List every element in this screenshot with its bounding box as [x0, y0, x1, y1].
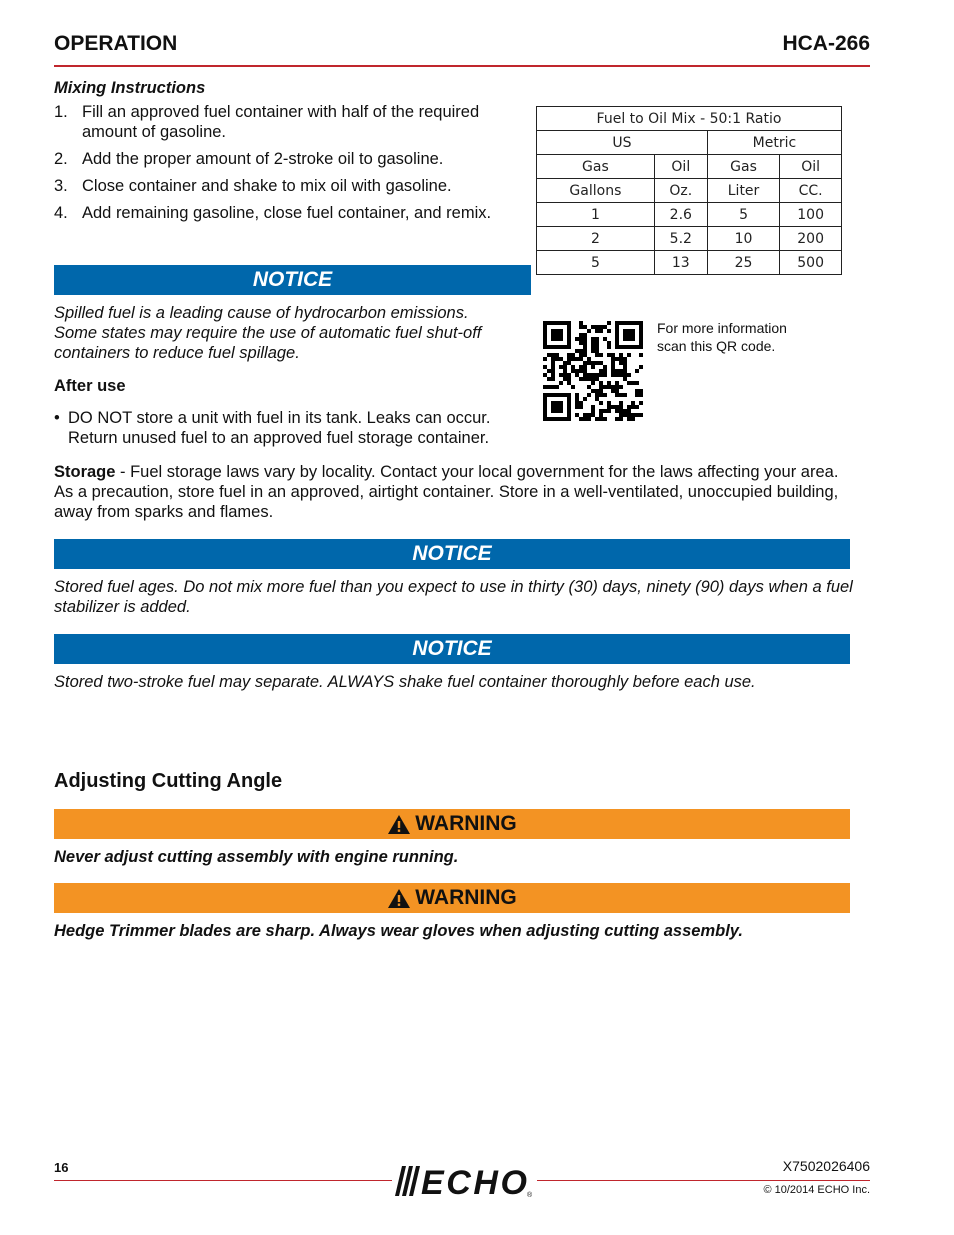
- table-cell: 100: [780, 203, 842, 227]
- list-item: • DO NOT store a unit with fuel in its tank. Leaks can occur. Return unused fuel to an approved fuel storage container.: [54, 409, 491, 447]
- unit-header: Liter: [707, 179, 779, 203]
- list-item: 4. Add remaining gasoline, close fuel container, and remix.: [54, 204, 492, 222]
- model-number: HCA-266: [782, 32, 870, 55]
- table-group-us: US: [537, 131, 708, 155]
- table-cell: 1: [537, 203, 655, 227]
- table-cell: 2.6: [654, 203, 707, 227]
- unit-header: Gallons: [537, 179, 655, 203]
- footer-rule-right: [537, 1180, 870, 1181]
- table-cell: 500: [780, 251, 842, 275]
- fuel-mix-table: [536, 106, 842, 275]
- qr-code-icon: [543, 321, 643, 421]
- warning-text: Hedge Trimmer blades are sharp. Always wear gloves when adjusting cutting assembly.: [54, 922, 743, 940]
- warning-label: WARNING: [415, 886, 517, 909]
- table-title: Fuel to Oil Mix - 50:1 Ratio: [537, 107, 842, 131]
- list-item: 3. Close container and shake to mix oil with gasoline.: [54, 177, 452, 195]
- table-row: [537, 251, 842, 275]
- registered-mark: ®: [527, 1192, 533, 1199]
- table-cell: 10: [707, 227, 779, 251]
- warning-banner: [54, 883, 850, 913]
- mixing-title: Mixing Instructions: [54, 79, 206, 97]
- section-heading: Adjusting Cutting Angle: [54, 770, 283, 792]
- table-cell: 13: [654, 251, 707, 275]
- notice-banner: [54, 634, 850, 664]
- table-row: [537, 227, 842, 251]
- after-use-title: After use: [54, 377, 126, 395]
- table-group-metric: Metric: [707, 131, 841, 155]
- notice-banner: [54, 265, 531, 295]
- notice-text: Spilled fuel is a leading cause of hydrocarbon emissions. Some states may require the use of automatic fuel shut-off containers to reduce fuel spillage.: [54, 304, 482, 362]
- page-number: 16: [54, 1160, 69, 1175]
- logo-text: ECHO: [421, 1164, 527, 1199]
- notice-text: Stored fuel ages. Do not mix more fuel than you expect to use in thirty (30) days, ninety (90) days when a fuel stabilizer is added.: [54, 578, 853, 616]
- notice-label: NOTICE: [412, 542, 492, 565]
- table-cell: 200: [780, 227, 842, 251]
- unit-header: Oz.: [654, 179, 707, 203]
- header-rule: [54, 65, 870, 67]
- notice-label: NOTICE: [252, 268, 333, 291]
- column-header: Oil: [654, 155, 707, 179]
- warning-banner: [54, 809, 850, 839]
- table-cell: 25: [707, 251, 779, 275]
- notice-text: Stored two-stroke fuel may separate. ALWAYS shake fuel container thoroughly before each use.: [54, 673, 756, 691]
- table-cell: 2: [537, 227, 655, 251]
- column-header: Gas: [537, 155, 655, 179]
- storage-paragraph: [54, 462, 854, 522]
- part-number: X7502026406: [782, 1158, 870, 1174]
- warning-triangle-icon: [387, 814, 411, 835]
- table-row: [537, 203, 842, 227]
- storage-label: Storage: [54, 463, 116, 481]
- notice-banner: [54, 539, 850, 569]
- bullet-icon: •: [54, 409, 60, 427]
- table-cell: 5: [537, 251, 655, 275]
- table-cell: 5.2: [654, 227, 707, 251]
- column-header: Gas: [707, 155, 779, 179]
- column-header: Oil: [780, 155, 842, 179]
- warning-label: WARNING: [415, 812, 517, 835]
- list-item: 1. Fill an approved fuel container with half of the required amount of gasoline.: [54, 103, 480, 141]
- echo-logo: [392, 1163, 537, 1199]
- qr-caption: For more information scan this QR code.: [657, 320, 787, 354]
- footer-rule-left: [54, 1180, 392, 1181]
- warning-text: Never adjust cutting assembly with engine running.: [54, 848, 459, 866]
- list-item: 2. Add the proper amount of 2-stroke oil to gasoline.: [54, 150, 444, 168]
- unit-header: CC.: [780, 179, 842, 203]
- section-title: OPERATION: [54, 32, 178, 55]
- copyright: © 10/2014 ECHO Inc.: [763, 1184, 870, 1196]
- mixing-steps: [54, 102, 514, 230]
- notice-label: NOTICE: [412, 637, 492, 660]
- table-cell: 5: [707, 203, 779, 227]
- warning-triangle-icon: [387, 888, 411, 909]
- storage-text: - Fuel storage laws vary by locality. Contact your local government for the laws affecting your area. As a precaution, store fuel in an approved, airtight container. Store in a well-ventilated, unoccupied building, away from sparks and flames.: [54, 463, 839, 521]
